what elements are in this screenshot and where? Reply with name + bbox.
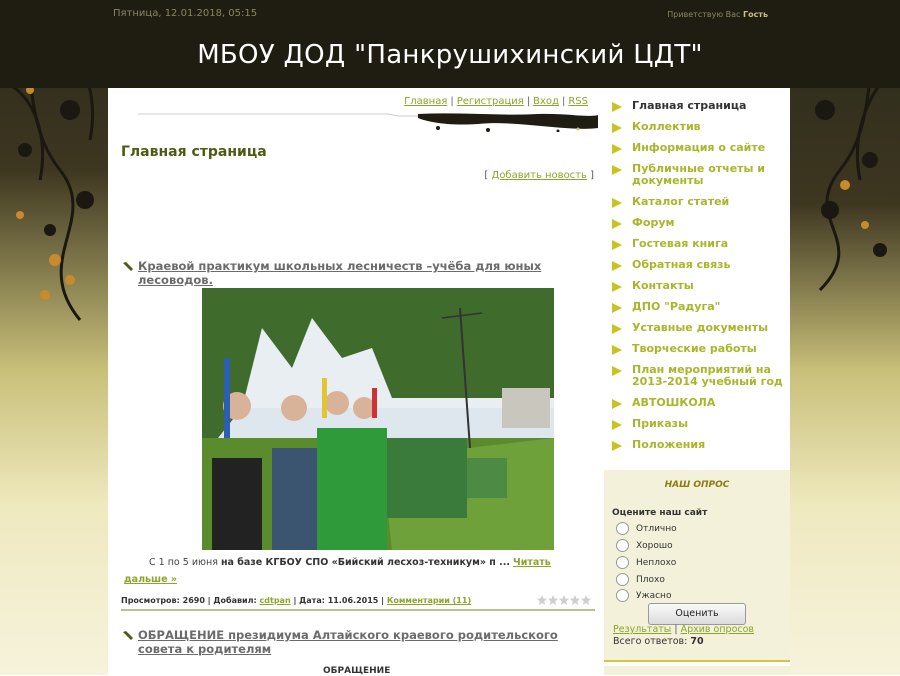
separator: | <box>674 624 678 635</box>
menu-label: Информация о сайте <box>632 141 766 154</box>
menu-item-driving-school[interactable] <box>612 397 790 409</box>
views-label: Просмотров: <box>121 596 180 605</box>
pen-icon <box>122 261 134 271</box>
menu-label: Форум <box>632 216 675 229</box>
arrow-icon <box>612 123 622 133</box>
option-label: Ужасно <box>636 591 672 601</box>
news-2-subtitle: ОБРАЩЕНИЕ <box>323 666 391 676</box>
menu-item-event-plan[interactable] <box>612 364 790 388</box>
excerpt-bold: на базе КГБОУ СПО «Бийский лесхоз-техникум» п ... <box>220 557 511 568</box>
right-floral-background <box>790 0 900 675</box>
comments-link[interactable]: Комментарии (11) <box>386 596 472 605</box>
current-date: Пятница, 12.01.2018, 05:15 <box>113 8 258 19</box>
poll-links <box>613 624 754 635</box>
poll-total <box>613 636 704 647</box>
option-label: Хорошо <box>636 541 673 551</box>
sidebar <box>604 88 790 675</box>
floral-ornament-right <box>790 0 900 675</box>
poll-heading: НАШ ОПРОС <box>664 480 730 490</box>
menu-item-articles[interactable] <box>612 196 790 208</box>
header-bar <box>0 0 900 88</box>
option-label: Неплохо <box>636 558 677 568</box>
arrow-icon <box>612 198 622 208</box>
menu-item-forum[interactable] <box>612 217 790 229</box>
poll-option-good[interactable] <box>616 539 673 553</box>
pen-icon <box>122 630 134 640</box>
menu-item-home[interactable] <box>612 100 790 112</box>
poll-option-bad[interactable] <box>616 573 665 587</box>
menu-item-contacts[interactable] <box>612 280 790 292</box>
radio-button[interactable] <box>616 539 629 552</box>
add-news-link[interactable]: Добавить новость <box>491 170 587 181</box>
menu-item-guestbook[interactable] <box>612 238 790 250</box>
menu-label: Контакты <box>632 279 694 292</box>
menu-label: Главная страница <box>632 99 747 112</box>
page-title: Главная страница <box>121 144 267 160</box>
ink-splash-decoration <box>138 110 598 132</box>
poll-option-not-bad[interactable] <box>616 556 676 570</box>
separator: | <box>450 96 454 107</box>
arrow-icon <box>612 345 622 355</box>
poll-panel <box>604 470 790 662</box>
poll-option-excellent[interactable] <box>616 522 677 536</box>
news-date: 11.06.2015 <box>327 596 379 605</box>
arrow-icon <box>612 420 622 430</box>
menu-label: Положения <box>632 438 706 451</box>
menu-label: Уставные документы <box>632 321 769 334</box>
poll-question: Оцените наш сайт <box>612 508 708 518</box>
arrow-icon <box>612 165 622 175</box>
radio-button[interactable] <box>616 522 629 535</box>
left-floral-background <box>0 0 110 675</box>
arrow-icon <box>612 303 622 313</box>
news-title-2-line2: совета к родителям <box>138 642 272 656</box>
radio-button[interactable] <box>616 556 629 569</box>
arrow-icon <box>612 240 622 250</box>
main-content <box>108 88 596 675</box>
arrow-icon <box>612 282 622 292</box>
menu-item-creative-works[interactable] <box>612 343 790 355</box>
total-count: 70 <box>690 636 704 647</box>
menu-label: Творческие работы <box>632 342 757 355</box>
added-label: Добавил: <box>213 596 257 605</box>
menu-label: Каталог статей <box>632 195 730 208</box>
news-meta-1: Просмотров: 2690 | Добавил: cdtpan | Дата: 11.06.2015 | Комментарии (11) <box>121 593 595 611</box>
menu-item-charter-docs[interactable] <box>612 322 790 334</box>
arrow-icon <box>612 366 622 376</box>
greeting-user: Гость <box>742 10 768 19</box>
news-title-2-line1: ОБРАЩЕНИЕ президиума Алтайского краевого родительского <box>138 628 558 642</box>
link-register[interactable]: Регистрация <box>456 96 524 107</box>
arrow-icon <box>612 441 622 451</box>
site-title: МБОУ ДОД "Панкрушихинский ЦДТ" <box>197 40 703 70</box>
menu-item-site-info[interactable] <box>612 142 790 154</box>
rating-stars[interactable] <box>537 595 591 611</box>
menu-item-regulations[interactable] <box>612 439 790 451</box>
menu-label: ДПО "Радуга" <box>632 300 721 313</box>
news-excerpt-1 <box>124 554 594 588</box>
poll-option-terrible[interactable] <box>616 589 671 603</box>
news-photo <box>202 288 554 550</box>
author-link[interactable]: cdtpan <box>259 596 291 605</box>
floral-ornament-left <box>0 0 110 675</box>
menu-item-public-reports[interactable] <box>612 163 790 187</box>
bracket-close: ] <box>590 170 594 181</box>
bracket-open: [ <box>484 170 489 181</box>
views-count: 2690 <box>182 596 205 605</box>
news-title-2[interactable] <box>122 628 562 656</box>
menu-label: АВТОШКОЛА <box>632 396 716 409</box>
menu-label: Публичные отчеты и документы <box>632 162 766 187</box>
menu-item-team[interactable] <box>612 121 790 133</box>
menu-label: Приказы <box>632 417 689 430</box>
menu-label: План мероприятий на 2013-2014 учебный год <box>632 363 783 388</box>
vote-button[interactable]: Оценить <box>648 603 746 625</box>
sidebar-next-block <box>604 666 790 675</box>
excerpt-start: С 1 по 5 июня <box>149 557 218 568</box>
menu-item-raduga[interactable] <box>612 301 790 313</box>
radio-button[interactable] <box>616 589 629 602</box>
separator: | <box>561 96 566 107</box>
add-news <box>484 170 594 181</box>
poll-results-link[interactable]: Результаты <box>613 624 672 635</box>
top-nav-links <box>404 96 588 107</box>
poll-archive-link[interactable]: Архив опросов <box>680 624 755 635</box>
news-title-1[interactable] <box>122 259 562 287</box>
menu-label: Обратная связь <box>632 258 731 271</box>
link-login[interactable]: Вход <box>533 96 559 107</box>
news-title-1-line1: Краевой практикум школьных лесничеств –учёба для юных <box>138 259 542 273</box>
menu-item-feedback[interactable] <box>612 259 790 271</box>
arrow-icon <box>612 261 622 271</box>
read-more-link[interactable]: Читать дальше » <box>124 557 551 585</box>
link-home[interactable]: Главная <box>404 96 448 107</box>
greeting-prefix: Приветствую Вас <box>667 10 741 19</box>
arrow-icon <box>612 219 622 229</box>
option-label: Плохо <box>636 575 665 585</box>
arrow-icon <box>612 144 622 154</box>
menu-label: Коллектив <box>632 120 701 133</box>
menu-item-orders[interactable] <box>612 418 790 430</box>
total-label: Всего ответов: <box>613 636 688 647</box>
greeting <box>667 10 768 19</box>
arrow-icon <box>612 324 622 334</box>
news-title-1-line2: лесоводов. <box>138 273 213 287</box>
date-label: Дата: <box>299 596 325 605</box>
radio-button[interactable] <box>616 573 629 586</box>
menu-label: Гостевая книга <box>632 237 729 250</box>
link-rss[interactable]: RSS <box>568 96 588 107</box>
arrow-icon <box>612 399 622 409</box>
arrow-icon <box>612 102 622 112</box>
option-label: Отлично <box>636 524 677 534</box>
site-menu <box>612 100 790 460</box>
separator: | <box>526 96 531 107</box>
